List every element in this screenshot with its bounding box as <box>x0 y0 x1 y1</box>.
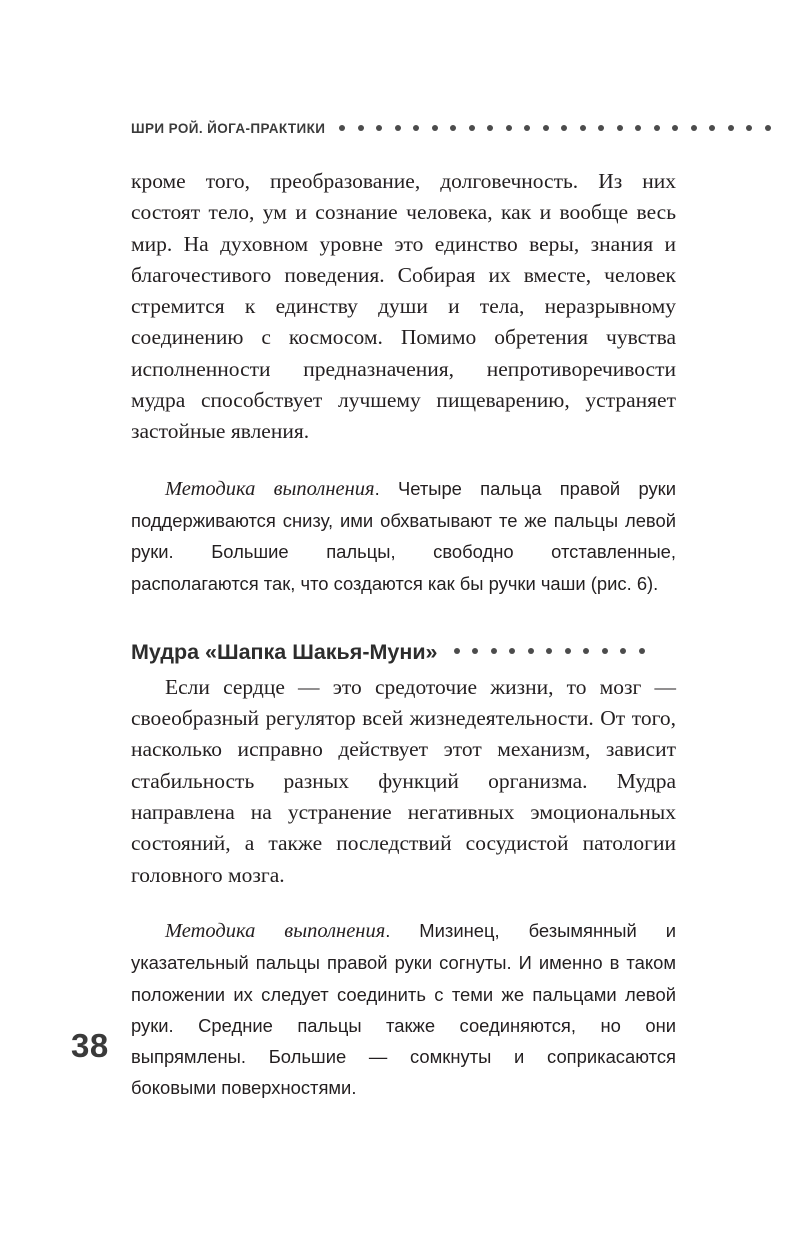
dot-icon <box>454 648 460 654</box>
dot-icon <box>580 125 586 131</box>
dot-icon <box>509 648 515 654</box>
dot-icon <box>639 648 645 654</box>
dot-icon <box>746 125 752 131</box>
method-label-1: Методика выполнения <box>165 477 375 500</box>
dot-icon <box>728 125 734 131</box>
dot-icon <box>469 125 475 131</box>
dot-icon <box>602 648 608 654</box>
method-paragraph-1 <box>131 473 676 599</box>
method-label-2: Методика выполнения <box>165 919 386 942</box>
dot-icon <box>635 125 641 131</box>
dot-icon <box>450 125 456 131</box>
section-heading-dot-rule <box>454 648 676 656</box>
section-heading-row <box>131 640 676 665</box>
section-heading: Мудра «Шапка Шакья-Муни» <box>131 639 438 664</box>
dot-icon <box>672 125 678 131</box>
method-text-1: . Четыре пальца правой руки поддерживаются снизу, ими обхватывают те же пальцы левой руки. Большие пальцы, свободно отставленные, располагаются так, что создаются как бы ручки чаши (рис. 6). <box>131 477 676 594</box>
dot-icon <box>617 125 623 131</box>
dot-icon <box>543 125 549 131</box>
dot-icon <box>487 125 493 131</box>
dot-icon <box>358 125 364 131</box>
dot-icon <box>765 125 771 131</box>
dot-icon <box>432 125 438 131</box>
dot-icon <box>376 125 382 131</box>
dot-icon <box>691 125 697 131</box>
dot-icon <box>524 125 530 131</box>
dot-icon <box>583 648 589 654</box>
dot-icon <box>546 648 552 654</box>
page-number: 38 <box>71 1027 109 1064</box>
dot-icon <box>491 648 497 654</box>
dot-icon <box>472 648 478 654</box>
running-head <box>131 118 676 138</box>
dot-icon <box>528 648 534 654</box>
paragraph-continuation: кроме того, преобразование, долговечность. Из них состоят тело, ум и сознание человека, как и вообще весь мир. На духовном уровне это единство веры, знания и благочестивого поведения. Собирая их вместе, человек стремится к единству души и тела, неразрывному соединению с космосом. Помимо обретения чувства исполненности предназначения, непротиворечивости мудра способствует лучшему пищеварению, устраняет застойные явления. <box>131 169 676 444</box>
running-head-dot-rule <box>339 125 772 131</box>
dot-icon <box>506 125 512 131</box>
running-head-title: ШРИ РОЙ. ЙОГА-ПРАКТИКИ <box>131 120 326 136</box>
dot-icon <box>654 125 660 131</box>
page-content <box>131 166 676 1104</box>
dot-icon <box>339 125 345 131</box>
method-paragraph-2 <box>131 915 676 1104</box>
dot-icon <box>709 125 715 131</box>
dot-icon <box>620 648 626 654</box>
method-text-2: . Мизинец, безымянный и указательный пальцы правой руки согнуты. И именно в таком положении их следует соединить с теми же пальцами левой руки. Средние пальцы также соединяются, но они выпрямлены. Большие — сомкнуты и соприкасаются боковыми поверхностями. <box>131 919 676 1099</box>
dot-icon <box>561 125 567 131</box>
dot-icon <box>413 125 419 131</box>
dot-icon <box>598 125 604 131</box>
paragraph-body-2: Если сердце — это средоточие жизни, то мозг — своеобразный регулятор всей жизнедеятельности. От того, насколько исправно действует этот механизм, зависит стабильность разных функций организма. Мудра направлена на устранение негативных эмоциональных состояний, а также последствий сосудистой патологии головного мозга. <box>131 674 676 887</box>
dot-icon <box>395 125 401 131</box>
dot-icon <box>565 648 571 654</box>
